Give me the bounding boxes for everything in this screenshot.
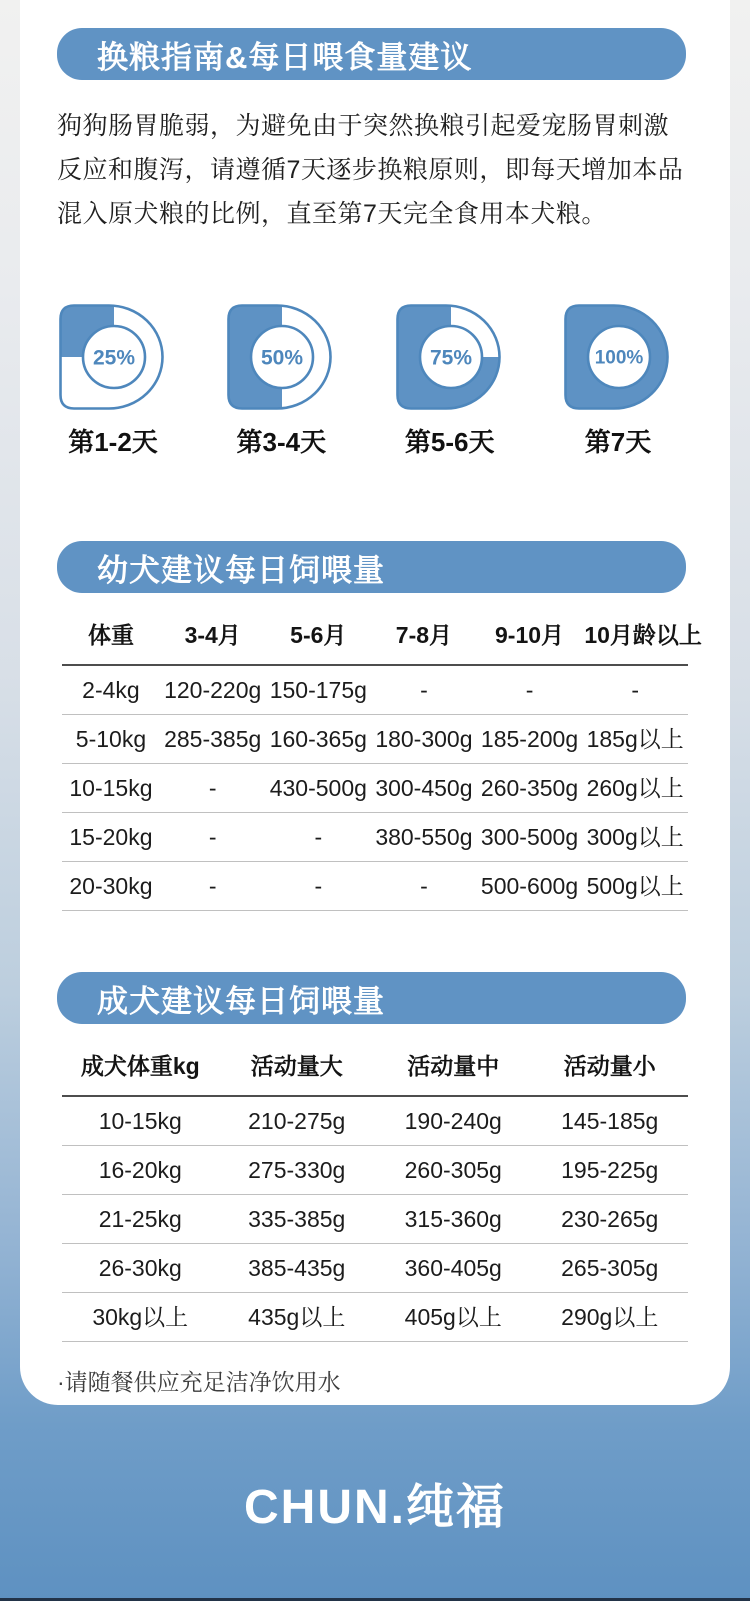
table-cell: -	[371, 665, 477, 715]
table-cell: 185-200g	[477, 715, 583, 764]
table-cell: 5-10kg	[62, 715, 160, 764]
table-row	[62, 665, 688, 715]
transition-steps	[58, 304, 673, 459]
table-cell: 10-15kg	[62, 764, 160, 813]
donut-percent-label: 75%	[429, 346, 472, 370]
table-cell: -	[266, 862, 372, 911]
donut-progress-chart	[227, 304, 335, 410]
table-row	[62, 1146, 688, 1195]
table-cell: 230-265g	[532, 1195, 689, 1244]
table-row	[62, 1096, 688, 1146]
donut-day-label: 第5-6天	[404, 427, 495, 457]
transition-step	[395, 304, 505, 459]
table-cell: 195-225g	[532, 1146, 689, 1195]
column-header: 成犬体重kg	[62, 1036, 219, 1096]
content-card	[20, 0, 730, 1405]
table-cell: -	[160, 862, 266, 911]
table-cell: -	[160, 813, 266, 862]
table-cell: 265-305g	[532, 1244, 689, 1293]
table-cell: -	[477, 665, 583, 715]
section-title-puppy	[57, 541, 686, 593]
table-cell: 385-435g	[219, 1244, 376, 1293]
table-cell: 435g以上	[219, 1293, 376, 1342]
donut-percent-label: 25%	[92, 346, 136, 370]
table-cell: 160-365g	[266, 715, 372, 764]
table-row	[62, 1244, 688, 1293]
section-title-text: 换粮指南&每日喂食量建议	[97, 39, 473, 75]
table-cell: 300-500g	[477, 813, 583, 862]
puppy-feeding-table	[62, 605, 702, 911]
table-cell: 10-15kg	[62, 1096, 219, 1146]
table-row	[62, 1293, 688, 1342]
table-cell: 180-300g	[371, 715, 477, 764]
donut-progress-chart	[59, 304, 167, 410]
column-header: 7-8月	[371, 605, 477, 665]
table-row	[62, 715, 688, 764]
table-row	[62, 764, 688, 813]
table-cell: 20-30kg	[62, 862, 160, 911]
table-cell: 210-275g	[219, 1096, 376, 1146]
column-header: 9-10月	[477, 605, 583, 665]
table-cell: 335-385g	[219, 1195, 376, 1244]
table-cell: 300-450g	[371, 764, 477, 813]
donut-day-label: 第1-2天	[68, 427, 158, 457]
table-cell: 500g以上	[582, 862, 688, 911]
transition-step	[226, 304, 336, 459]
table-cell: 405g以上	[375, 1293, 532, 1342]
column-header: 体重	[62, 605, 160, 665]
section-title-text: 幼犬建议每日饲喂量	[97, 552, 385, 588]
table-cell: 260g以上	[582, 764, 688, 813]
table-row	[62, 813, 688, 862]
section-title-adult	[57, 972, 686, 1024]
column-header: 3-4月	[160, 605, 266, 665]
donut-progress-chart	[396, 304, 504, 410]
column-header: 活动量大	[219, 1036, 376, 1096]
table-cell: 2-4kg	[62, 665, 160, 715]
table-cell: 185g以上	[582, 715, 688, 764]
table-cell: 30kg以上	[62, 1293, 219, 1342]
donut-percent-label: 50%	[261, 346, 304, 370]
table-cell: 145-185g	[532, 1096, 689, 1146]
table-cell: -	[160, 764, 266, 813]
water-note: ·请随餐供应充足洁净饮用水	[57, 1369, 341, 1395]
table-cell: 380-550g	[371, 813, 477, 862]
table-cell: 290g以上	[532, 1293, 689, 1342]
intro-text: 狗狗肠胃脆弱，为避免由于突然换粮引起爱宠肠胃刺激反应和腹泻，请遵循7天逐步换粮原则，即每天增加本品混入原犬粮的比例，直至第7天完全食用本犬粮。	[57, 112, 684, 228]
donut-day-label: 第3-4天	[236, 427, 327, 457]
spacer	[20, 236, 730, 290]
table-cell: 150-175g	[266, 665, 372, 715]
table-cell: 26-30kg	[62, 1244, 219, 1293]
donut-progress-chart	[564, 304, 672, 410]
table-cell: 285-385g	[160, 715, 266, 764]
table-cell: -	[582, 665, 688, 715]
header-row	[62, 1036, 688, 1096]
table-cell: 260-305g	[375, 1146, 532, 1195]
section-title-transition	[57, 28, 686, 80]
table-cell: 120-220g	[160, 665, 266, 715]
table-cell: 15-20kg	[62, 813, 160, 862]
section-title-text: 成犬建议每日饲喂量	[97, 983, 385, 1019]
brand-logo: CHUN.纯福	[244, 1480, 506, 1534]
donut-percent-label: 100%	[594, 347, 644, 369]
column-header: 10月龄以上	[582, 605, 688, 665]
transition-step	[58, 304, 168, 459]
transition-step	[563, 304, 673, 459]
table-cell: 360-405g	[375, 1244, 532, 1293]
table-cell: -	[371, 862, 477, 911]
table-row	[62, 1195, 688, 1244]
table-cell: 275-330g	[219, 1146, 376, 1195]
column-header: 活动量中	[375, 1036, 532, 1096]
table-cell: 430-500g	[266, 764, 372, 813]
table-cell: -	[266, 813, 372, 862]
table-row	[62, 862, 688, 911]
column-header: 活动量小	[532, 1036, 689, 1096]
table-cell: 16-20kg	[62, 1146, 219, 1195]
header-row	[62, 605, 688, 665]
table-cell: 190-240g	[375, 1096, 532, 1146]
donut-day-label: 第7天	[584, 427, 652, 457]
table-cell: 21-25kg	[62, 1195, 219, 1244]
adult-feeding-table	[62, 1036, 688, 1342]
column-header: 5-6月	[266, 605, 372, 665]
table-cell: 315-360g	[375, 1195, 532, 1244]
table-cell: 260-350g	[477, 764, 583, 813]
brand-footer	[0, 1405, 750, 1599]
table-cell: 300g以上	[582, 813, 688, 862]
table-cell: 500-600g	[477, 862, 583, 911]
